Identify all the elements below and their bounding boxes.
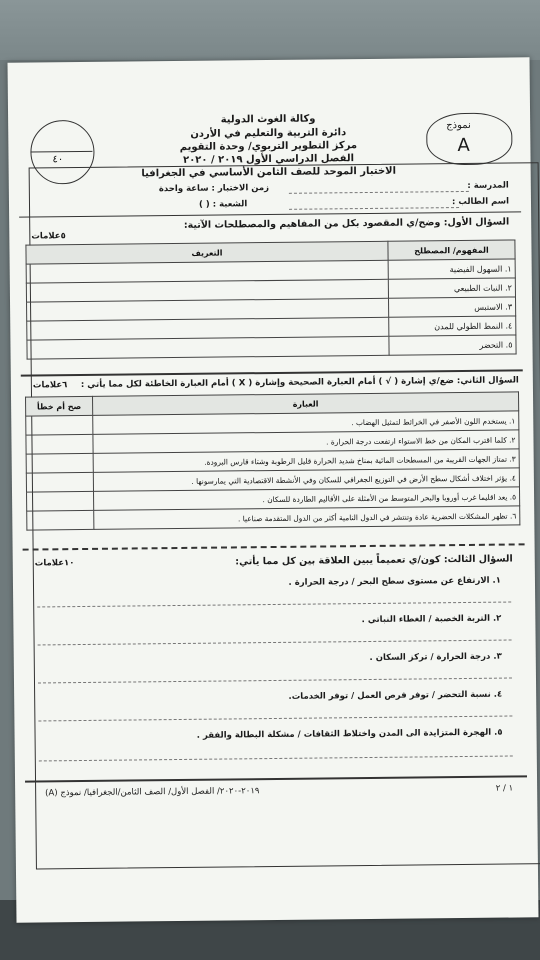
header-dept: دائرة التربية والتعليم في الأردن bbox=[190, 127, 347, 140]
q1-col-def: التعريف bbox=[26, 241, 388, 264]
q1-term: ٤. النمط الطولي للمدن bbox=[389, 316, 516, 336]
q2-statement: ٢. كلما اقترب المكان من خط الاستواء ارتفعت درجة الحرارة . bbox=[93, 430, 519, 453]
q2-answer-cell[interactable] bbox=[26, 434, 93, 454]
q1-term: ٥. التحضر bbox=[389, 335, 516, 355]
q1-term: ٣. الاستبس bbox=[388, 297, 515, 317]
q1-title: السؤال الأول: وضح/ي المقصود بكل من المفاهيم والمصطلحات الآتية: bbox=[183, 216, 510, 231]
q2-answer-cell[interactable] bbox=[27, 491, 94, 511]
q3-item: ٢. التربة الخصبة / الغطاء النباتي . bbox=[361, 613, 502, 626]
q1-marks: ٥علامات bbox=[31, 231, 66, 242]
q2-statement: ٣. تمتاز الجهات القريبة من المسطحات المائية بمناخ شديد الحرارة قليل الرطوبة وشتاء قارس البرودة. bbox=[93, 449, 519, 472]
q1-answer-cell[interactable] bbox=[27, 336, 389, 359]
section-label: الشعبة : ( ) bbox=[198, 199, 248, 210]
q3-title: السؤال الثالث: كون/ي تعميماً يبين العلاقة بين كل مما يأتي: bbox=[235, 553, 513, 568]
q3-item: ٥. الهجرة المتزايدة الى المدن واختلاط الثقافات / مشكلة البطالة والفقر . bbox=[196, 727, 503, 741]
time-label: زمن الاختبار : ساعة واحدة bbox=[158, 183, 270, 195]
background-top bbox=[0, 0, 540, 60]
q2-answer-cell[interactable] bbox=[26, 453, 93, 473]
header-org: وكالة الغوث الدولية bbox=[220, 113, 316, 126]
q3-item: ٣. درجة الحرارة / تركز السكان . bbox=[369, 651, 502, 663]
q3-marks: ١٠علامات bbox=[34, 558, 75, 569]
header-center: مركز التطوير التربوي/ وحدة التقويم bbox=[179, 140, 358, 153]
student-label: اسم الطالب : bbox=[451, 196, 510, 208]
header-exam: الاختبار الموحد للصف الثامن الأساسي في الجغرافيا bbox=[141, 165, 397, 180]
q1-col-term: المفهوم/ المصطلح bbox=[388, 240, 515, 260]
model-label: نموذج bbox=[446, 119, 471, 132]
footer-info: ٢٠١٩-٢٠٢٠/ الفصل الأول/ الصف الثامن/الجغرافيا/ نموذج (A) bbox=[45, 786, 260, 799]
header-term: الفصل الدراسي الأول ٢٠١٩ / ٢٠٢٠ bbox=[183, 153, 355, 166]
q3-item: ١. الارتفاع عن مستوى سطح البحر / درجة الحرارة . bbox=[288, 575, 502, 588]
q3-item: ٤. نسبة التحضر / توفر فرص العمل / توفر الخدمات. bbox=[288, 689, 503, 702]
footer-page: ١ / ٢ bbox=[495, 783, 514, 794]
model-letter: A bbox=[457, 134, 470, 157]
q2-answer-cell[interactable] bbox=[26, 415, 93, 435]
q2-title: السؤال الثاني: ضع/ي إشارة ( √ ) أمام العبارة الصحيحة وإشارة ( X ) أمام العبارة الخاطئة لكل مما يأتي : bbox=[80, 375, 519, 391]
q2-answer-cell[interactable] bbox=[27, 510, 94, 530]
q1-table bbox=[25, 239, 516, 359]
score-total: ٤٠ bbox=[52, 154, 64, 166]
q2-statement: ٥. يعد اقليما غرب أوروبا والبحر المتوسط من الأمثلة على الأقاليم الطاردة للسكان . bbox=[94, 487, 520, 510]
q2-statement: ٤. يؤثر اختلاف أشكال سطح الأرض في التوزيع الجغرافي للسكان وفي الأنشطة الاقتصادية التي يمارسونها . bbox=[93, 468, 519, 491]
q1-term: ١. السهول الفيضية bbox=[388, 259, 515, 279]
q2-marks: ٦علامات bbox=[32, 380, 68, 391]
exam-paper bbox=[8, 57, 539, 922]
q2-statement: ١. يستخدم اللون الأصفر في الخرائط لتمثيل الهضاب . bbox=[93, 411, 519, 434]
q1-term: ٢. النبات الطبيعي bbox=[388, 278, 515, 298]
school-label: المدرسة : bbox=[467, 180, 509, 191]
q2-col-statement: العبارة bbox=[93, 392, 519, 415]
q2-answer-cell[interactable] bbox=[26, 472, 93, 492]
q2-col-answer: صح أم خطأ bbox=[26, 396, 93, 416]
q2-statement: ٦. تظهر المشكلات الحضرية عادة وتنتشر في الدول النامية أكثر من الدول المتقدمة صناعيا . bbox=[94, 506, 520, 529]
q2-table bbox=[25, 391, 520, 530]
